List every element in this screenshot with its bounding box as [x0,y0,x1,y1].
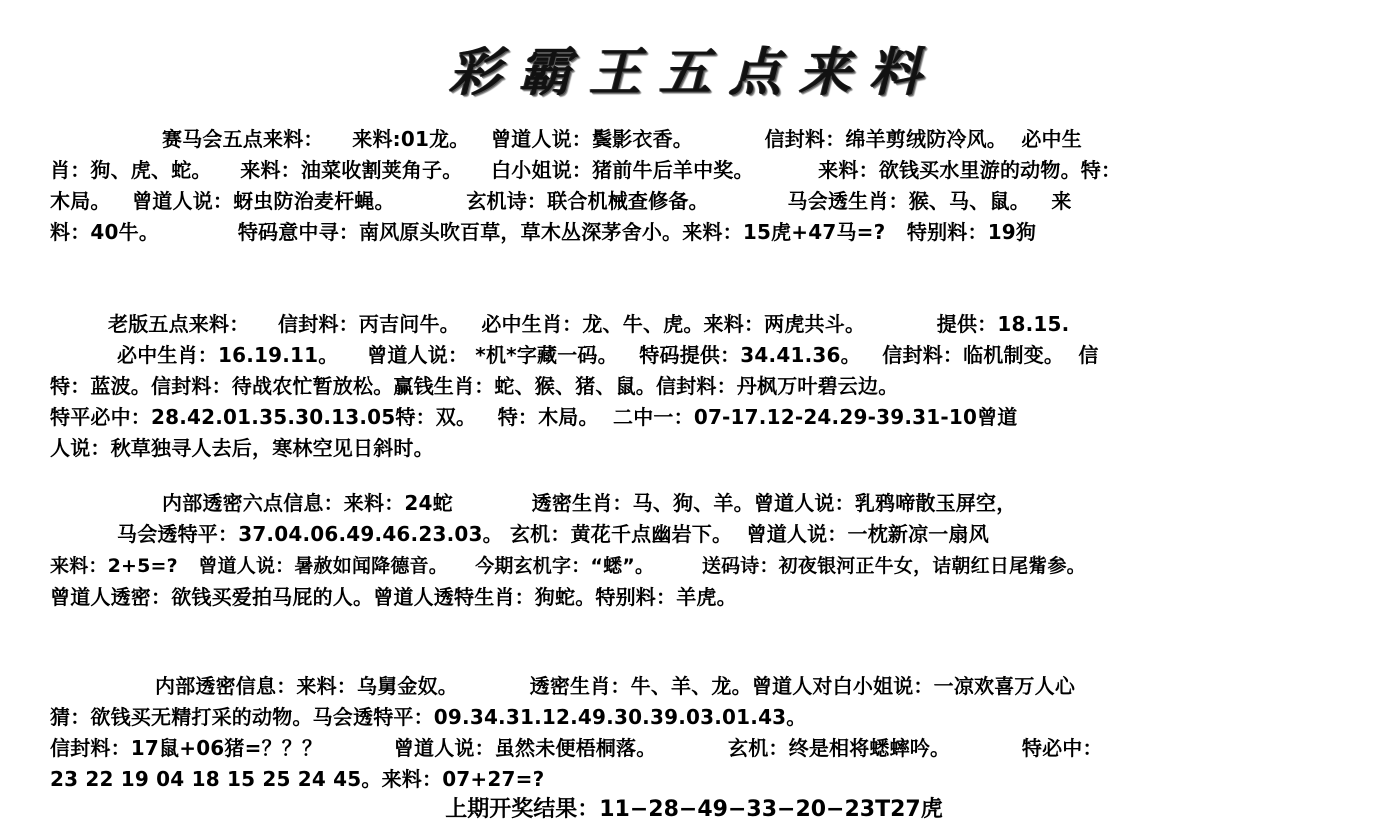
section1-line2: 肖：狗、虎、蛇。 来料：油菜收割荚角子。 白小姐说：猪前牛后羊中奖。 来料：欲钱买水里游的动物。特： [50,158,1122,182]
section2-line2: 必中生肖：16.19.11。 曾道人说： *机*字藏一码。 特码提供：34.41.36。 信封料：临机制变。 信 [117,343,1099,367]
section4-line1: 内部透密信息：来料：乌舅金奴。 透密生肖：牛、羊、龙。曾道人对白小姐说：一凉欢喜万人心 [155,674,1076,698]
section3-line1: 内部透密六点信息：来料：24蛇 透密生肖：马、狗、羊。曾道人说：乳鸦啼散玉屏空， [162,491,1017,515]
last-draw-result: 上期开奖结果：11−28−49−33−20−23T27虎 [445,797,943,822]
section4-line3: 信封料：17鼠+06猪=？？？ 曾道人说：虽然未便梧桐落。 玄机：终是相将蟋蟀吟。 特必中： [50,736,1103,760]
section4-line4: 23 22 19 04 18 15 25 24 45。来料：07+27=? [50,767,545,791]
section4-line2: 猜：欲钱买无精打采的动物。马会透特平：09.34.31.12.49.30.39.03.01.43。 [50,705,807,729]
section2-line3: 特：蓝波。信封料：待战农忙暂放松。赢钱生肖：蛇、猴、猪、鼠。信封料：丹枫万叶碧云边。 [50,374,899,398]
section3-line2: 马会透特平：37.04.06.49.46.23.03。 玄机：黄花千点幽岩下。 曾道人说：一枕新凉一扇风 [117,522,989,546]
page-title: 彩霸王五点来料 [448,42,939,103]
section2-line4: 特平必中：28.42.01.35.30.13.05特：双。 特：木局。 二中一：07-17.12-24.29-39.31-10曾道 [50,405,1018,429]
section3-line4: 曾道人透密：欲钱买爱拍马屁的人。曾道人透特生肖：狗蛇。特别料：羊虎。 [50,585,737,609]
section2-line5: 人说：秋草独寻人去后，寒林空见日斜时。 [50,436,434,460]
section1-line1: 赛马会五点来料： 来料:01龙。 曾道人说：鬓影衣香。 信封料：绵羊剪绒防冷风。 必中生 [162,127,1082,151]
section3-line3: 来料：2+5=? 曾道人说：暑赦如闻降德音。 今期玄机字：“蟋”。 送码诗：初夜银河正牛女，诘朝红日尾觜参。 [50,555,1086,577]
section1-line4: 料：40牛。 特码意中寻：南风原头吹百草，草木丛深茅舍小。来料：15虎+47马=? 特别料：19狗 [50,220,1037,244]
section2-line1: 老版五点来料： 信封料：丙吉问牛。 必中生肖：龙、牛、虎。来料：两虎共斗。 提供：18.15. [108,312,1070,336]
section1-line3: 木局。 曾道人说：蚜虫防治麦杆蝇。 玄机诗：联合机械查修备。 马会透生肖：猴、马、鼠。 来 [50,189,1072,213]
